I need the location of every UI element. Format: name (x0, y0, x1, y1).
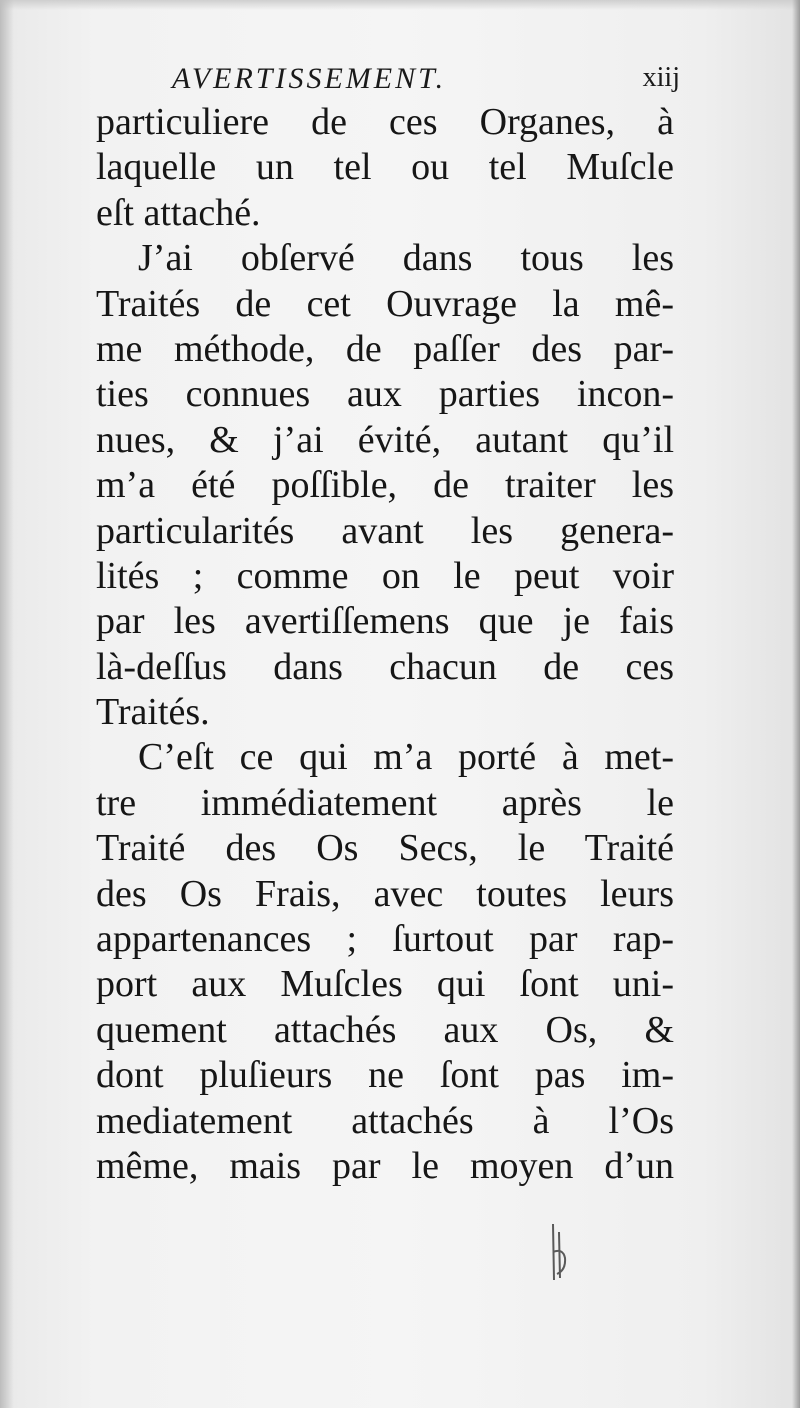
spine-shadow (0, 0, 14, 1408)
text-line: particularités avant les genera- (96, 509, 674, 552)
text-line: laquelle un tel ou tel Muſcle (96, 146, 674, 189)
text-line: me méthode, de paſſer des par- (96, 327, 674, 370)
ink-mark (549, 1222, 571, 1282)
text-line: ties connues aux parties incon- (96, 373, 674, 416)
text-line: particuliere de ces Organes, à (96, 101, 674, 143)
text-line: quement attachés aux Os, & (96, 1008, 674, 1051)
running-head-title: AVERTISSEMENT. (172, 62, 447, 95)
text-line: m’a été poſſible, de traiter les (96, 464, 674, 507)
text-line: port aux Muſcles qui ſont uni- (96, 963, 674, 1006)
text-line: lités ; comme on le peut voir (96, 554, 674, 597)
text-line: par les avertiſſemens que je fais (96, 600, 674, 643)
body-text (96, 100, 674, 1189)
text-line: C’eſt ce qui m’a porté à met- (138, 736, 674, 779)
text-line: J’ai obſervé dans tous les (138, 237, 674, 280)
page-top-edge (0, 0, 800, 10)
text-line: dont pluſieurs ne ſont pas im- (96, 1054, 674, 1097)
text-line: appartenances ; ſurtout par rap- (96, 918, 674, 961)
text-line: des Os Frais, avec toutes leurs (96, 872, 674, 915)
text-line: mediatement attachés à l’Os (96, 1099, 674, 1142)
text-line: Traités. (96, 691, 210, 734)
text-line: là-deſſus dans chacun de ces (96, 645, 674, 688)
text-line: Traité des Os Secs, le Traité (96, 827, 674, 870)
page-number: xiij (642, 62, 680, 93)
text-line: eſt attaché. (96, 191, 261, 234)
page-right-edge (792, 0, 800, 1408)
text-line: tre immédiatement après le (96, 781, 674, 824)
text-line: Traités de cet Ouvrage la mê- (96, 282, 674, 325)
text-line: même, mais par le moyen d’un (96, 1144, 674, 1187)
text-line: nues, & j’ai évité, autant qu’il (96, 418, 674, 461)
